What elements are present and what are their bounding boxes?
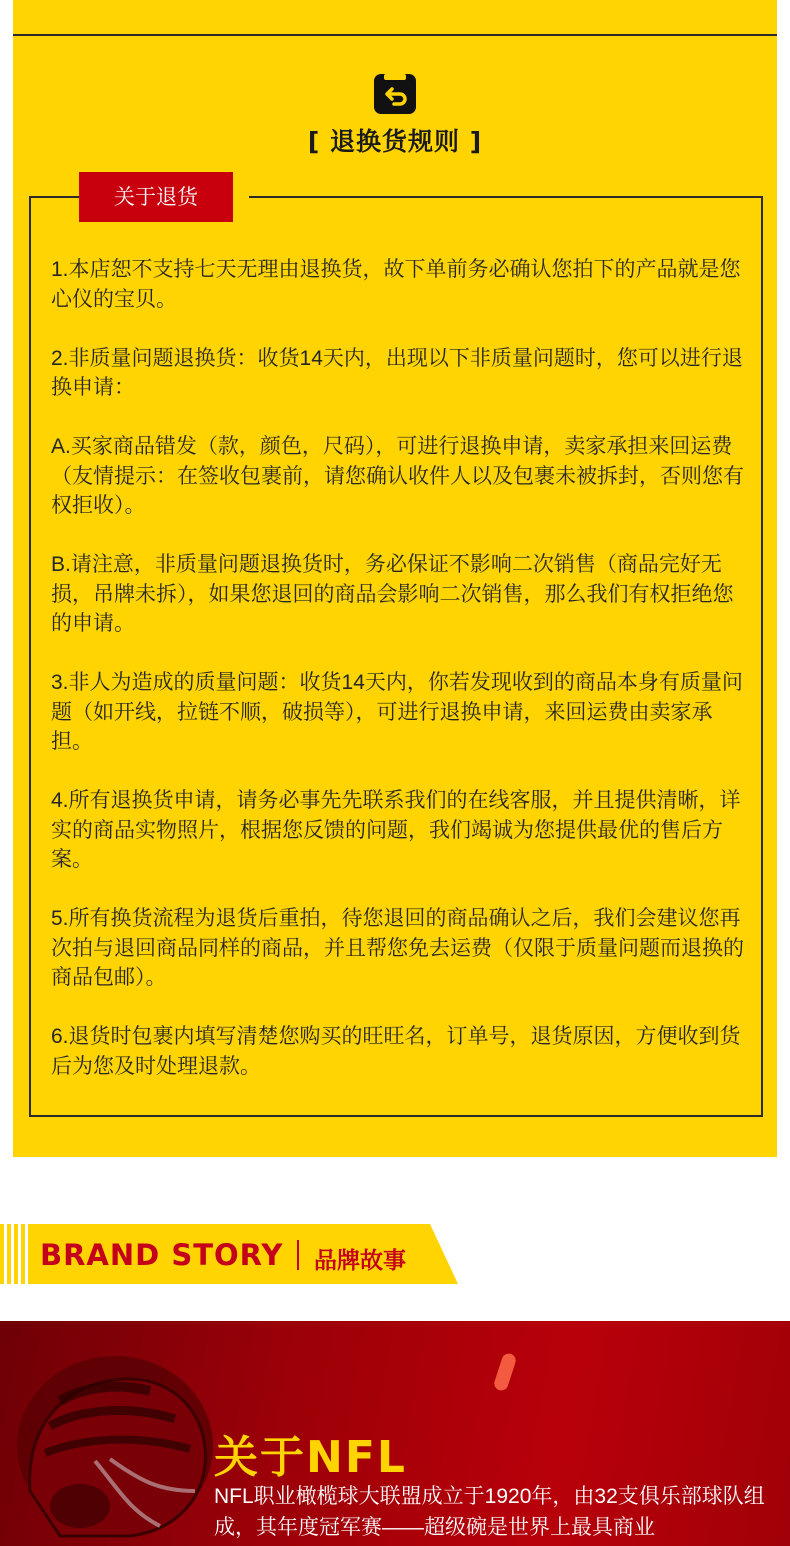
section-tag: 关于退货: [79, 172, 233, 222]
rule-item: 5.所有换货流程为退货后重拍，待您退回的商品确认之后，我们会建议您再次拍与退回商品同样的商品，并且帮您免去运费（仅限于质量问题而退换的商品包邮）。: [51, 907, 744, 989]
rule-item: 4.所有退换货申请，请务必事先先联系我们的在线客服，并且提供清晰，详实的商品实物照片，根据您反馈的问题，我们竭诚为您提供最优的售后方案。: [51, 789, 741, 871]
top-divider: [13, 34, 777, 36]
rule-item: 6.退货时包裹内填写清楚您购买的旺旺名，订单号，退货原因，方便收到货后为您及时处理退款。: [51, 1025, 741, 1078]
rules-list: [51, 255, 751, 1111]
about-nfl-title: 关于NFL: [214, 1432, 407, 1483]
brand-story-banner: [0, 1224, 460, 1284]
rule-item: 3.非人为造成的质量问题：收货14天内，你若发现收到的商品本身有质量问题（如开线，拉链不顺，破损等），可进行退换申请，来回运费由卖家承担。: [51, 671, 743, 753]
brand-title-separator: [297, 1240, 299, 1270]
about-nfl-text: NFL职业橄榄球大联盟成立于1920年，由32支俱乐部球队组成，其年度冠军赛——超级碗是世界上最具商业: [214, 1485, 765, 1539]
rule-item: 2.非质量问题退换货：收货14天内，出现以下非质量问题时，您可以进行退换申请：: [51, 346, 743, 399]
rule-item: A.买家商品错发（款，颜色，尺码），可进行退换申请，卖家承担来回运费（友情提示：在签收包裹前，请您确认收件人以及包裹未被拆封，否则您有权拒收）。: [51, 435, 744, 517]
light-glow: [492, 1352, 517, 1392]
brand-story-cn-title: 品牌故事: [314, 1248, 406, 1274]
return-policy-panel: [13, 0, 777, 1157]
return-box-icon: [372, 70, 418, 116]
rule-item: 1.本店恕不支持七天无理由退换货，故下单前务必确认您拍下的产品就是您心仪的宝贝。: [51, 258, 741, 311]
about-nfl-section: [0, 1321, 790, 1546]
helmet-image: [0, 1341, 230, 1546]
brand-story-title: BRAND STORY: [40, 1238, 284, 1272]
panel-title: [ 退换货规则 ]: [307, 127, 483, 156]
rule-item: B.请注意，非质量问题退换货时，务必保证不影响二次销售（商品完好无损，吊牌未拆），如果您退回的商品会影响二次销售，那么我们有权拒绝您的申请。: [51, 553, 734, 635]
